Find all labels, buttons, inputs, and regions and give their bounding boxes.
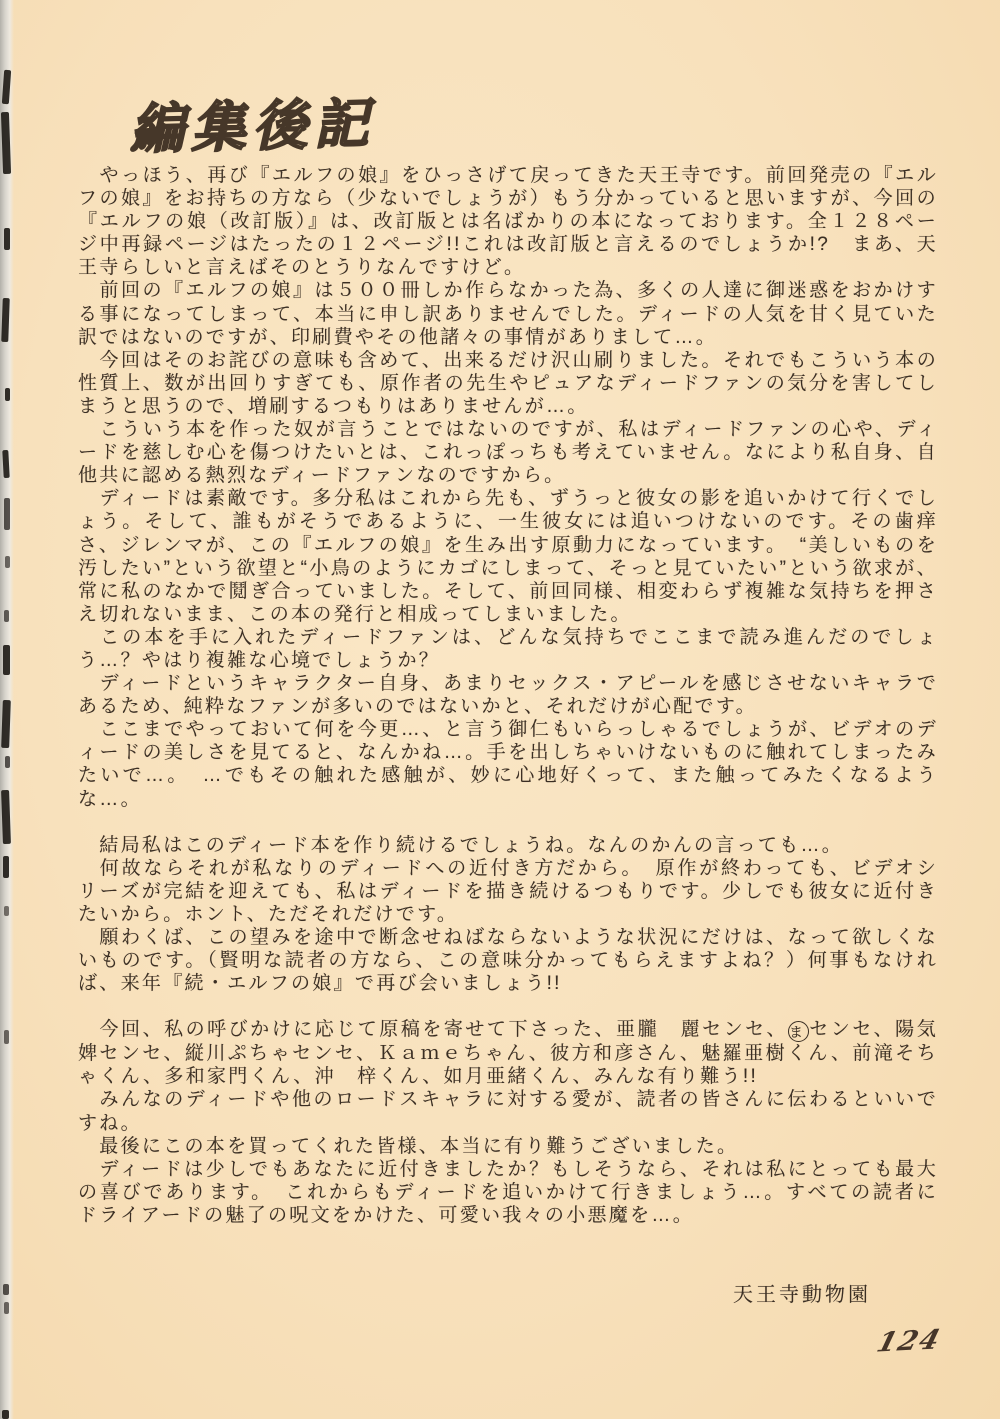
binding-mark [1, 298, 10, 342]
circled-character: ま [788, 1021, 809, 1042]
binding-mark [2, 1410, 9, 1419]
binding-mark [4, 498, 10, 530]
page-number: 124 [873, 1324, 946, 1359]
paragraph [78, 1135, 938, 1158]
paragraph-text: ディードは素敵です。多分私はこれから先も、ずうっと彼女の影を追いかけて行くでしょう。そして、誰もがそうであるように、一生彼女には追いつけないのです。その歯痒さ、ジレンマが、この『エルフの娘』を生み出す原動力になっています。 “美しいものを汚したい”という欲望と“小鳥のようにカゴにしまって、そっと見ていたい”という欲求が、常に私のなかで鬩ぎ合っていました。そして、前回同様、相変わらず複雑な気持ちを押さえ切れないまま、この本の発行と相成ってしまいました。 [78, 488, 938, 625]
paragraph-text: この本を手に入れたディードファンは、どんな気持ちでここまで読み進んだのでしょう…？やはり複雑な心境でしょうか？ [78, 626, 938, 671]
binding-mark [4, 610, 9, 622]
scan-binding-edge [0, 0, 14, 1419]
binding-mark [5, 556, 10, 568]
paragraph-text: 前回の『エルフの娘』は５００冊しか作らなかった為、多くの人達に御迷惑をおかけする事になってしまって、本当に申し訳ありませんでした。ディードの人気を甘く見ていた訳ではないのですが、印刷費やその他諸々の事情がありまして…。 [78, 280, 938, 348]
page-title: 編集後記 [127, 93, 387, 161]
paragraph [78, 1018, 938, 1088]
binding-mark [1, 112, 11, 174]
paragraph-text: 結局私はこのディード本を作り続けるでしょうね。なんのかんの言っても…。 [78, 834, 844, 856]
binding-mark [3, 856, 9, 878]
paragraph [78, 926, 938, 995]
paragraph-text: ディードというキャラクター自身、あまりセックス・アピールを感じさせないキャラであるため、純粋なファンが多いのではないかと、それだけが心配です。 [78, 673, 938, 718]
binding-mark [3, 1284, 9, 1295]
binding-mark [4, 1030, 9, 1044]
paragraph [78, 164, 938, 279]
binding-mark [1, 700, 11, 748]
paragraph-text: ディードは少しでもあなたに近付きましたか？もしそうなら、それは私にとっても最大の喜びであります。 これからもディードを追いかけて行きましょう…。すべての読者にドライアードの魅了の呪文をかけた、可愛い我々の小悪魔を…。 [78, 1158, 938, 1226]
paragraph-text: 願わくば、この望みを途中で断念せねばならないような状況にだけは、なって欲しくないものです。（賢明な読者の方なら、この意味分かってもらえますよね？）何事もなければ、来年『続・エルフの娘』で再び会いましょう!! [78, 927, 938, 995]
paragraph-text: ここまでやっておいて何を今更…、と言う御仁もいらっしゃるでしょうが、ビデオのディードの美しさを見てると、なんかね…。手を出しちゃいけないものに触れてしまったみたいで…。 …でもその触れた感触が、妙に心地好くって、また触ってみたくなるような…。 [78, 719, 938, 810]
paragraph-text: 何故ならそれが私なりのディードへの近付き方だから。 原作が終わっても、ビデオシリーズが完結を迎えても、私はディードを描き続けるつもりです。少しでも彼女に近付きたいから。ホント、ただそれだけです。 [78, 857, 938, 925]
paragraph [78, 279, 938, 348]
paragraph [78, 1088, 938, 1134]
binding-mark [3, 645, 10, 675]
binding-mark [1, 790, 11, 844]
binding-mark [4, 1302, 9, 1314]
binding-mark [4, 906, 9, 916]
paragraph-text: 今回、私の呼びかけに応じて原稿を寄せて下さった、亜朧 麗センセ、 [78, 1019, 789, 1041]
binding-mark [2, 70, 11, 104]
paragraph [78, 1158, 938, 1227]
binding-mark [5, 756, 10, 768]
paragraph-text: センセ、陽気婢センセ、縦川ぷちゃセンセ、Ｋａｍｅちゃん、彼方和彦さん、魅羅亜樹くん、前滝そちゃくん、多和家門くん、沖 梓くん、如月亜緒くん、みんな有り難う!! [78, 1019, 938, 1088]
body-text [78, 164, 938, 1227]
paragraph-text: やっほう、再び『エルフの娘』をひっさげて戻ってきた天王寺です。前回発売の『エルフの娘』をお持ちの方なら（少ないでしょうが）もう分かっていると思いますが、今回の『エルフの娘（改訂版）』は、改訂版とは名ばかりの本になっております。全１２８ページ中再録ページはたったの１２ページ!!これは改訂版と言えるのでしょうか!? まあ、天王寺らしいと言えばそのとうりなんですけど。 [78, 165, 938, 279]
binding-mark [4, 228, 10, 250]
paragraph [78, 834, 938, 857]
paragraph-text: 今回はそのお詫びの意味も含めて、出来るだけ沢山刷りました。それでもこういう本の性質上、数が出回りすぎても、原作者の先生やピュアなディードファンの気分を害してしまうと思うので、増刷するつもりはありませんが…。 [78, 349, 938, 417]
paragraph [78, 857, 938, 926]
paragraph [78, 349, 938, 418]
paragraph [78, 418, 938, 487]
signature: 天王寺動物園 [733, 1284, 871, 1306]
paragraph-text: みんなのディードや他のロードスキャラに対する愛が、読者の皆さんに伝わるといいですね。 [78, 1089, 938, 1134]
paragraph [78, 487, 938, 626]
binding-mark [2, 450, 9, 478]
paragraph-text: こういう本を作った奴が言うことではないのですが、私はディードファンの心や、ディードを慈しむ心を傷つけたいとは、これっぽっちも考えていません。なにより私自身、自他共に認める熱烈なディードファンなのですから。 [78, 419, 938, 487]
paragraph [78, 672, 938, 718]
paragraph [78, 718, 938, 810]
binding-mark [5, 388, 10, 401]
paragraph-text: 最後にこの本を買ってくれた皆様、本当に有り難うございました。 [78, 1135, 739, 1157]
paragraph [78, 626, 938, 672]
